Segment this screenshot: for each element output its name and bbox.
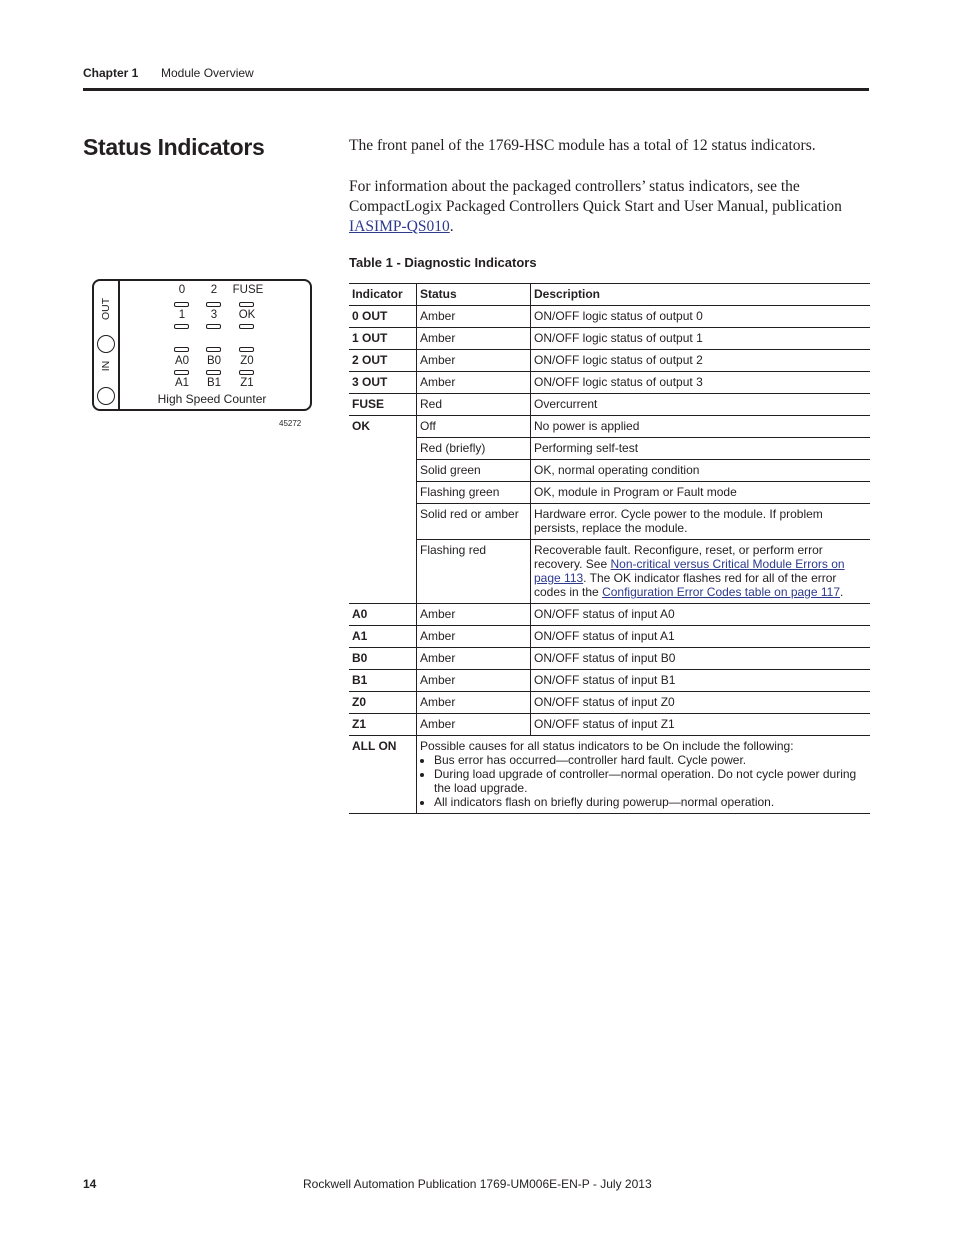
chapter-title: Module Overview — [161, 66, 254, 80]
status-cell: Flashing green — [417, 482, 531, 504]
description-cell: OK, module in Program or Fault mode — [531, 482, 871, 504]
table-row — [349, 604, 870, 626]
reference-suffix: . — [449, 218, 454, 235]
description-cell: No power is applied — [531, 416, 871, 438]
indicator-cell-ok: OK — [349, 416, 417, 604]
table-header-row — [349, 284, 870, 306]
led-a0 — [174, 347, 189, 352]
description-cell: OK, normal operating condition — [531, 460, 871, 482]
module-caption: High Speed Counter — [157, 392, 267, 406]
description-cell: ON/OFF status of input B1 — [531, 670, 871, 692]
led-2 — [206, 302, 221, 307]
header-indicator: Indicator — [349, 284, 417, 306]
status-cell: Amber — [417, 648, 531, 670]
status-cell: Off — [417, 416, 531, 438]
description-cell: ON/OFF status of input A1 — [531, 626, 871, 648]
header-rule — [83, 88, 869, 91]
led-label-b0: B0 — [206, 355, 222, 367]
table-row — [349, 328, 870, 350]
status-cell: Red (briefly) — [417, 438, 531, 460]
iasimp-link[interactable]: IASIMP-QS010 — [349, 218, 450, 235]
list-item: • Bus error has occurred—controller hard fault. Cycle power. — [434, 753, 867, 767]
table-row — [349, 648, 870, 670]
led-1 — [174, 324, 189, 329]
led-label-a1: A1 — [174, 377, 190, 389]
reference-paragraph — [349, 177, 869, 237]
section-title: Status Indicators — [83, 134, 265, 160]
indicator-cell: A0 — [349, 604, 417, 626]
table-row — [349, 504, 870, 540]
table-row — [349, 372, 870, 394]
led-b1 — [206, 370, 221, 375]
led-label-z0: Z0 — [240, 355, 254, 367]
indicator-cell-all-on: ALL ON — [349, 736, 417, 814]
indicator-cell: B1 — [349, 670, 417, 692]
table-row — [349, 460, 870, 482]
led-label-0: 0 — [178, 284, 186, 296]
list-item: • During load upgrade of controller—normal operation. Do not cycle power during the load upgrade. — [434, 767, 867, 795]
led-z1 — [239, 370, 254, 375]
status-cell: Flashing red — [417, 540, 531, 604]
table-row — [349, 482, 870, 504]
led-label-1: 1 — [178, 309, 186, 321]
indicator-cell: A1 — [349, 626, 417, 648]
led-label-fuse: FUSE — [232, 284, 264, 296]
status-cell: Solid red or amber — [417, 504, 531, 540]
table-row — [349, 416, 870, 438]
flashing-red-text-3: . — [840, 585, 844, 599]
status-cell: Amber — [417, 604, 531, 626]
description-cell: ON/OFF status of input B0 — [531, 648, 871, 670]
chapter-label: Chapter 1 — [83, 66, 139, 80]
led-0 — [174, 302, 189, 307]
figure-number: 45272 — [279, 419, 302, 428]
status-cell: Amber — [417, 670, 531, 692]
description-cell — [531, 540, 871, 604]
table-row — [349, 306, 870, 328]
led-label-z1: Z1 — [240, 377, 254, 389]
led-label-b1: B1 — [206, 377, 222, 389]
out-label: OUT — [100, 297, 112, 320]
led-label-a0: A0 — [174, 355, 190, 367]
led-z0 — [239, 347, 254, 352]
in-label: IN — [100, 360, 112, 372]
status-cell: Amber — [417, 692, 531, 714]
table-row — [349, 670, 870, 692]
module-front-panel-figure — [92, 279, 312, 411]
description-cell: Overcurrent — [531, 394, 871, 416]
led-label-ok: OK — [238, 309, 256, 321]
description-cell: ON/OFF status of input Z1 — [531, 714, 871, 736]
indicator-cell: 1 OUT — [349, 328, 417, 350]
led-fuse — [239, 302, 254, 307]
status-cell: Amber — [417, 350, 531, 372]
status-cell: Amber — [417, 714, 531, 736]
flashing-red-text-1: Recoverable fault. Reconfigure, reset, or perform error recovery. See — [534, 543, 823, 571]
description-cell: ON/OFF logic status of output 1 — [531, 328, 871, 350]
header-status: Status — [417, 284, 531, 306]
status-cell: Solid green — [417, 460, 531, 482]
description-cell: ON/OFF status of input A0 — [531, 604, 871, 626]
all-on-description — [417, 736, 871, 814]
table-row — [349, 626, 870, 648]
led-label-2-text: 2 — [210, 284, 218, 296]
flashing-red-text-2: . The OK indicator flashes red for all of the error codes in the — [534, 571, 837, 599]
module-side-strip — [118, 281, 120, 409]
indicator-cell: Z0 — [349, 692, 417, 714]
table-caption: Table 1 - Diagnostic Indicators — [349, 255, 537, 270]
module-errors-link[interactable]: Non-critical versus Critical Module Errors on page 113 — [534, 557, 845, 585]
header-description: Description — [531, 284, 871, 306]
diagnostic-indicators-table — [349, 283, 870, 814]
led-a1 — [174, 370, 189, 375]
description-cell: ON/OFF status of input Z0 — [531, 692, 871, 714]
led-3 — [206, 324, 221, 329]
description-cell: Performing self-test — [531, 438, 871, 460]
status-cell: Amber — [417, 626, 531, 648]
status-cell: Amber — [417, 306, 531, 328]
publication-footer: Rockwell Automation Publication 1769-UM006E-EN-P - July 2013 — [303, 1177, 652, 1191]
table-row-all-on — [349, 736, 870, 814]
description-cell: Hardware error. Cycle power to the module. If problem persists, replace the module. — [531, 504, 871, 540]
led-label-3: 3 — [210, 309, 218, 321]
all-on-bullets — [420, 753, 867, 809]
table-row — [349, 350, 870, 372]
indicator-cell: 3 OUT — [349, 372, 417, 394]
door-latch-icon — [97, 335, 115, 353]
table-row — [349, 540, 870, 604]
status-cell: Amber — [417, 328, 531, 350]
description-cell: ON/OFF logic status of output 2 — [531, 350, 871, 372]
indicator-cell: 2 OUT — [349, 350, 417, 372]
indicator-cell: 0 OUT — [349, 306, 417, 328]
all-on-intro: Possible causes for all status indicators to be On include the following: — [420, 739, 794, 753]
table-row — [349, 692, 870, 714]
table-row — [349, 394, 870, 416]
indicator-cell: B0 — [349, 648, 417, 670]
indicator-cell: FUSE — [349, 394, 417, 416]
status-cell: Red — [417, 394, 531, 416]
description-cell: ON/OFF logic status of output 3 — [531, 372, 871, 394]
list-item: • All indicators flash on briefly during powerup—normal operation. — [434, 795, 867, 809]
led-ok — [239, 324, 254, 329]
description-cell: ON/OFF logic status of output 0 — [531, 306, 871, 328]
intro-paragraph: The front panel of the 1769-HSC module has a total of 12 status indicators. — [349, 137, 816, 154]
page-number: 14 — [83, 1177, 97, 1191]
status-cell: Amber — [417, 372, 531, 394]
table-row — [349, 714, 870, 736]
config-error-codes-link[interactable]: Configuration Error Codes table on page 117 — [602, 585, 840, 599]
reference-text: For information about the packaged controllers’ status indicators, see the CompactLogix Packaged Controllers Quick Start and User Manual, publication — [349, 178, 842, 215]
indicator-cell: Z1 — [349, 714, 417, 736]
led-b0 — [206, 347, 221, 352]
table-row — [349, 438, 870, 460]
